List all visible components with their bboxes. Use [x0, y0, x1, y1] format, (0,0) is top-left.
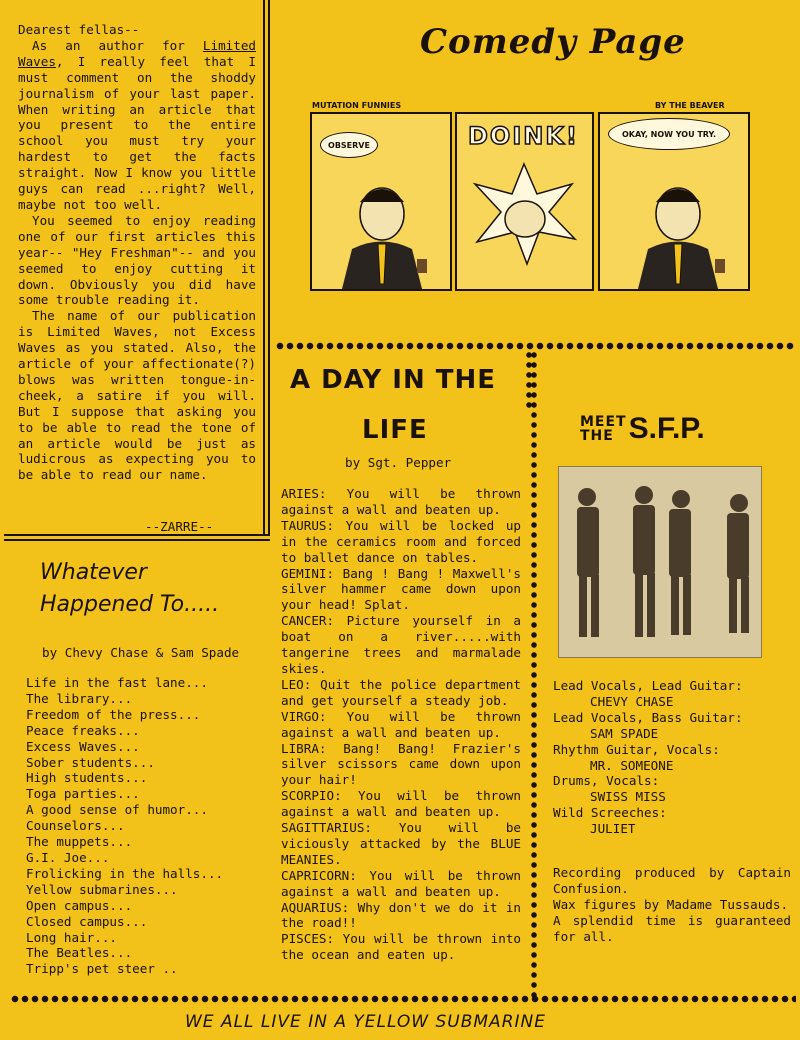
horoscope-aries: ARIES: You will be thrown against a wall and beaten up. [281, 486, 521, 517]
strip-right-label: BY THE BEAVER [655, 101, 725, 110]
list-item: G.I. Joe... [26, 849, 110, 865]
sfp-credits [553, 865, 791, 945]
list-item: Counselors... [26, 818, 125, 834]
bubble-okay-now-you-try: OKAY, NOW YOU TRY. [608, 118, 730, 150]
horoscope-gemini: GEMINI: Bang ! Bang ! Maxwell's silver hammer came down upon your head! Splat. [281, 565, 521, 613]
dotted-divider-middle [275, 342, 795, 350]
horoscope-libra: LIBRA: Bang! Bang! Frazier's silver scissors came down upon your hair! [281, 740, 521, 788]
whatever-title-line-2: Happened To..... [40, 592, 220, 617]
horoscope-aquarius: AQUARIUS: Why don't we do it in the road!! [281, 899, 521, 931]
whatever-list [26, 675, 223, 977]
horoscope-pisces: PISCES: You will be thrown into the ocean and eaten up. [281, 931, 521, 963]
sfp-title-meet: MEET [580, 414, 627, 430]
sfp-role: Wild Screeches: [553, 805, 667, 821]
dotted-divider-center [530, 350, 538, 1002]
horoscope-capricorn: CAPRICORN: You will be thrown against a wall and beaten up. [281, 867, 521, 899]
letter-signature: --ZARRE-- [145, 519, 214, 534]
horoscope-leo: LEO: Quit the police department and get yourself a steady job. [281, 676, 521, 708]
horoscope-cancer: CANCER: Picture yourself in a boat on a river.....with tangerine trees and marmalade skies. [281, 613, 521, 676]
sfp-member: SWISS MISS [590, 789, 666, 805]
horoscope-virgo: VIRGO: You will be thrown against a wall and beaten up. [281, 708, 521, 740]
letter-right-border-2 [268, 0, 270, 535]
letter-bottom-border [4, 534, 270, 536]
day-byline: by Sgt. Pepper [345, 455, 452, 470]
day-title-line-2: LIFE [362, 415, 428, 445]
day-title-line-1: A DAY IN THE [290, 365, 497, 395]
bubble-doink: DOINK! [468, 122, 579, 150]
list-item: Long hair... [26, 929, 117, 945]
sfp-title-name: S.F.P. [628, 412, 705, 445]
strip-left-label: MUTATION FUNNIES [312, 101, 402, 110]
list-item: High students... [26, 770, 148, 786]
list-item: Closed campus... [26, 913, 148, 929]
sfp-credit-wax: Wax figures by Madame Tussauds. [553, 896, 789, 912]
sfp-role: Lead Vocals, Lead Guitar: [553, 678, 743, 693]
comedy-page-title: Comedy Page [420, 22, 686, 62]
letter-paragraph-3: The name of our publication is Limited Waves, not Excess Waves as you stated. Also, the article of your affectionate(?) blows was written tongue-in-cheek, a satire if you will. But I suppose that asking you to be able to read the tone of an article would be just as ludicrous as expecting you to be able to read our name. [18, 308, 256, 483]
list-item: Yellow submarines... [26, 881, 178, 897]
letter-salutation: Dearest fellas-- [18, 22, 140, 37]
sfp-credit-guarantee: A splendid time is guaranteed for all. [553, 912, 791, 944]
letter-p1-pre: As an author for [32, 37, 203, 53]
sfp-member: MR. SOMEONE [590, 757, 674, 773]
list-item: Peace freaks... [26, 722, 140, 738]
letter-bottom-border-2 [4, 539, 270, 541]
letter-paragraph-1 [18, 38, 256, 213]
list-item: Toga parties... [26, 786, 140, 802]
band-photo [558, 466, 762, 658]
list-item: The library... [26, 690, 133, 706]
list-item: Excess Waves... [26, 738, 140, 754]
list-item: Open campus... [26, 897, 133, 913]
list-item: A good sense of humor... [26, 802, 208, 818]
bubble-observe: OBSERVE [320, 132, 378, 158]
letter-column [18, 22, 256, 483]
whatever-title-line-1: Whatever [40, 560, 147, 585]
letter-paragraph-2: You seemed to enjoy reading one of our first articles this year-- "Hey Freshman"-- and you seemed to enjoy cutting it down. Obviously you did have some trouble reading it. [18, 212, 256, 308]
list-item: Life in the fast lane... [26, 675, 208, 690]
list-item: Tripp's pet steer .. [26, 961, 178, 977]
letter-p1-post: , I really feel that I must comment on the shoddy journalism of your last paper. When writing an article that you present to the entire school you must try your hardest to get the facts straight. Now I know you little guys can read ...right? Well, maybe not too well. [18, 53, 256, 212]
horoscope-taurus: TAURUS: You will be locked up in the ceramics room and forced to ballet dance on tables. [281, 517, 521, 565]
sfp-credit-recording: Recording produced by Captain Confusion. [553, 865, 791, 896]
sfp-member: SAM SPADE [590, 725, 659, 741]
horoscope-sagittarius: SAGITTARIUS: You will be viciously attacked by the BLUE MEANIES. [281, 820, 521, 867]
list-item: The muppets... [26, 834, 133, 850]
sfp-role: Rhythm Guitar, Vocals: [553, 741, 720, 757]
horoscope-scorpio: SCORPIO: You will be thrown against a wall and beaten up. [281, 788, 521, 820]
whatever-byline: by Chevy Chase & Sam Spade [42, 645, 240, 660]
band-figures [559, 467, 761, 657]
list-item: Frolicking in the halls... [26, 865, 224, 881]
sfp-roster [553, 678, 743, 837]
dotted-divider-bottom [10, 995, 796, 1003]
sfp-member: JULIET [590, 821, 636, 837]
list-item: Sober students... [26, 754, 155, 770]
sfp-title-the: THE [580, 428, 614, 444]
horoscope-list [281, 486, 521, 963]
sfp-member: CHEVY CHASE [590, 693, 674, 709]
letter-publication-name: Limited Waves [18, 37, 256, 69]
sfp-role: Lead Vocals, Bass Guitar: [553, 709, 743, 725]
letter-right-border [263, 0, 265, 535]
sfp-role: Drums, Vocals: [553, 773, 660, 789]
sfp-title [580, 412, 705, 446]
footer-slogan: WE ALL LIVE IN A YELLOW SUBMARINE [185, 1012, 546, 1032]
list-item: The Beatles... [26, 945, 133, 961]
list-item: Freedom of the press... [26, 706, 201, 722]
